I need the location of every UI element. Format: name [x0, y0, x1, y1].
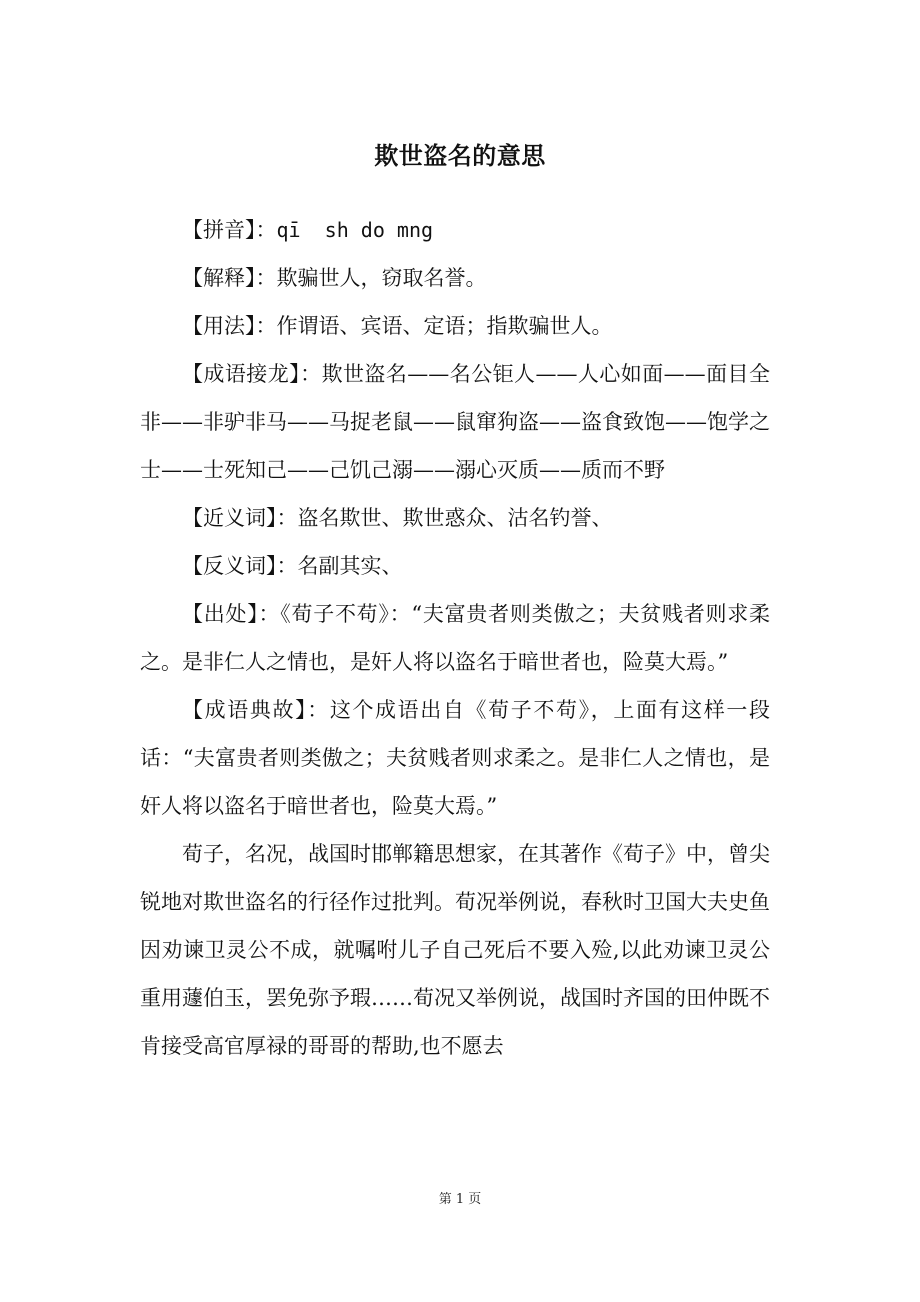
paragraph-separator: ：: [276, 506, 298, 530]
paragraph-separator: ：: [255, 218, 277, 242]
paragraph-label: 【拼音】: [182, 218, 256, 242]
page-number: 第 1 页: [438, 1192, 482, 1207]
paragraph-label: 【解释】: [182, 266, 256, 290]
paragraph-text: 名副其实、: [297, 554, 403, 578]
document-body: [140, 206, 770, 1070]
paragraph-narrative: [140, 830, 770, 1070]
paragraph-usage: [140, 302, 770, 350]
paragraph-idiom-story: [140, 686, 770, 830]
document-title: 欺世盗名的意思: [374, 142, 546, 170]
paragraph-separator: ：: [258, 602, 281, 626]
paragraph-separator: ：: [276, 554, 298, 578]
paragraph-label: 【出处】: [182, 602, 259, 626]
paragraph-text: qī sh do mng: [276, 218, 434, 242]
paragraph-label: 【用法】: [182, 314, 256, 338]
paragraph-label: 【反义词】: [182, 554, 277, 578]
paragraph-idiom-chain: [140, 350, 770, 494]
paragraph-synonyms: [140, 494, 770, 542]
paragraph-text: 这个成语出自《荀子不苟》，上面有这样一段话：“夫富贵者则类傲之；夫贫贱者则求柔之。是非仁人之情也，是奸人将以盗名于暗世者也，险莫大焉。”: [140, 698, 771, 818]
paragraph-text: 欺世盗名——名公钜人——人心如面——面目全非——非驴非马——马捉老鼠——鼠窜狗盗——盗食致饱——饱学之士——士死知己——己饥己溺——溺心灭质——质而不野: [140, 362, 770, 482]
paragraph-separator: ：: [255, 314, 277, 338]
paragraph-text: 盗名欺世、欺世惑众、沽名钓誉、: [297, 506, 613, 530]
paragraph-explanation: [140, 254, 770, 302]
paragraph-text: 荀子，名况，战国时邯郸籍思想家，在其著作《荀子》中，曾尖锐地对欺世盗名的行径作过批判。荀况举例说，春秋时卫国大夫史鱼因劝谏卫灵公不成，就嘱咐儿子自己死后不要入殓,以此劝谏卫灵公重用蘧伯玉，罢免弥予瑕……荀况又举例说，战国时齐国的田仲既不肯接受高官厚禄的哥哥的帮助,也不愿去: [140, 842, 770, 1058]
paragraph-separator: ：: [255, 266, 277, 290]
paragraph-text: 《荀子不苟》：“夫富贵者则类傲之；夫贫贱者则求柔之。是非仁人之情也，是奸人将以盗名于暗世者也，险莫大焉。”: [140, 602, 771, 674]
paragraph-source: [140, 590, 770, 686]
paragraph-label: 【近义词】: [182, 506, 277, 530]
paragraph-separator: ：: [307, 698, 330, 722]
paragraph-separator: ：: [300, 362, 322, 386]
paragraph-label: 【成语典故】: [182, 698, 308, 722]
paragraph-text: 欺骗世人，窃取名誉。: [276, 266, 487, 290]
paragraph-antonyms: [140, 542, 770, 590]
paragraph-pinyin: [140, 206, 770, 254]
paragraph-label: 【成语接龙】: [182, 362, 301, 386]
paragraph-text: 作谓语、宾语、定语；指欺骗世人。: [276, 314, 613, 338]
